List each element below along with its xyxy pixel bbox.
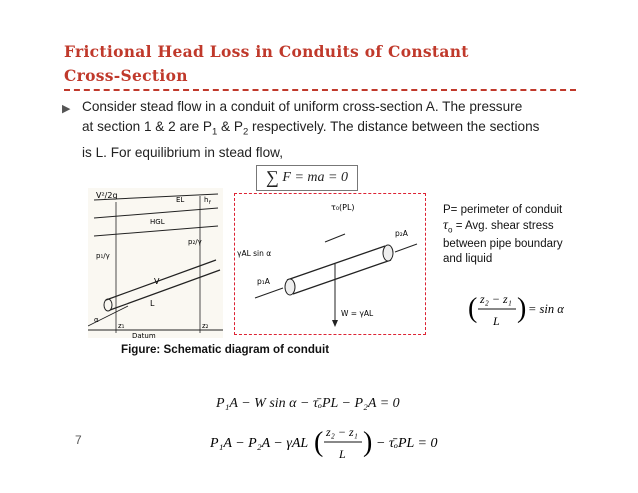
equation-force-balance-expanded bbox=[210, 420, 450, 464]
slide-title-line2: Cross-Section bbox=[64, 66, 188, 85]
note-shear: $\tau_o$ = Avg. shear stress bbox=[443, 218, 554, 235]
title-divider bbox=[64, 89, 576, 91]
label-el: EL bbox=[176, 196, 185, 204]
note-between: between pipe boundary bbox=[443, 238, 563, 251]
label-gamma-al: γAL sin α bbox=[237, 249, 272, 258]
sin-right: = sin α bbox=[528, 302, 564, 316]
eq2-frac-den: L bbox=[339, 447, 346, 461]
free-body-figure-frame bbox=[234, 193, 426, 335]
bullet-line-2: at section 1 & 2 are $P_1$ & $P_2$ respectively. The distance between the sections bbox=[82, 119, 540, 138]
bullet-line-3: is L. For equilibrium in stead flow, bbox=[82, 144, 283, 160]
svg-text:): ) bbox=[517, 293, 527, 324]
label-tau-pl: τ₀(PL) bbox=[331, 203, 355, 212]
svg-text:): ) bbox=[363, 427, 373, 458]
eq2-right: − τ̄ₒPL = 0 bbox=[376, 436, 438, 451]
slide-title-line1: Frictional Head Loss in Conduits of Constant bbox=[64, 42, 469, 61]
eq2-left: P₁A − P₂A − γAL bbox=[210, 436, 309, 451]
label-p1g: p₁/γ bbox=[96, 252, 110, 260]
note-liquid: and liquid bbox=[443, 253, 493, 266]
notes-panel bbox=[443, 203, 613, 267]
slide-title bbox=[64, 40, 584, 88]
label-hf-sub: f bbox=[209, 200, 211, 206]
label-w: W = γAL bbox=[341, 309, 374, 318]
label-l: L bbox=[150, 299, 155, 308]
label-hgl: HGL bbox=[150, 218, 165, 226]
bullet-line-1: Consider stead flow in a conduit of uniform cross-section A. The pressure bbox=[82, 99, 523, 114]
svg-text:(: ( bbox=[468, 293, 478, 324]
label-hf: h bbox=[204, 196, 209, 204]
page-number: 7 bbox=[75, 433, 82, 447]
label-p1a: p₁A bbox=[257, 277, 270, 286]
label-z2: z₂ bbox=[202, 322, 209, 330]
bullet-text bbox=[82, 97, 602, 163]
free-body-figure bbox=[235, 194, 425, 334]
label-p2a: p₂A bbox=[395, 229, 408, 238]
figure-caption: Figure: Schematic diagram of conduit bbox=[121, 343, 330, 356]
frac-num: z₂ − z₁ bbox=[480, 292, 512, 306]
schematic-figure bbox=[88, 188, 223, 338]
bullet-arrow-icon: ▶ bbox=[62, 103, 71, 115]
frac-den: L bbox=[493, 314, 500, 328]
svg-text:(: ( bbox=[314, 427, 324, 458]
label-datum: Datum bbox=[132, 332, 156, 338]
note-perimeter: P= perimeter of conduit bbox=[443, 204, 563, 216]
eq2-frac-num: z₂ − z₁ bbox=[326, 425, 358, 439]
label-p2g: p₂/γ bbox=[188, 238, 202, 246]
label-z1: z₁ bbox=[118, 322, 125, 330]
equation-sum-force: ∑ F = ma = 0 bbox=[256, 165, 358, 191]
label-v2g: V²/2g bbox=[96, 191, 118, 200]
equation-force-balance: P₁A − W sin α − τ̄ₒPL − P₂A = 0 bbox=[216, 396, 400, 411]
label-v: V bbox=[154, 277, 160, 286]
label-alpha: α bbox=[94, 316, 99, 324]
equation-sin-alpha bbox=[468, 287, 578, 331]
